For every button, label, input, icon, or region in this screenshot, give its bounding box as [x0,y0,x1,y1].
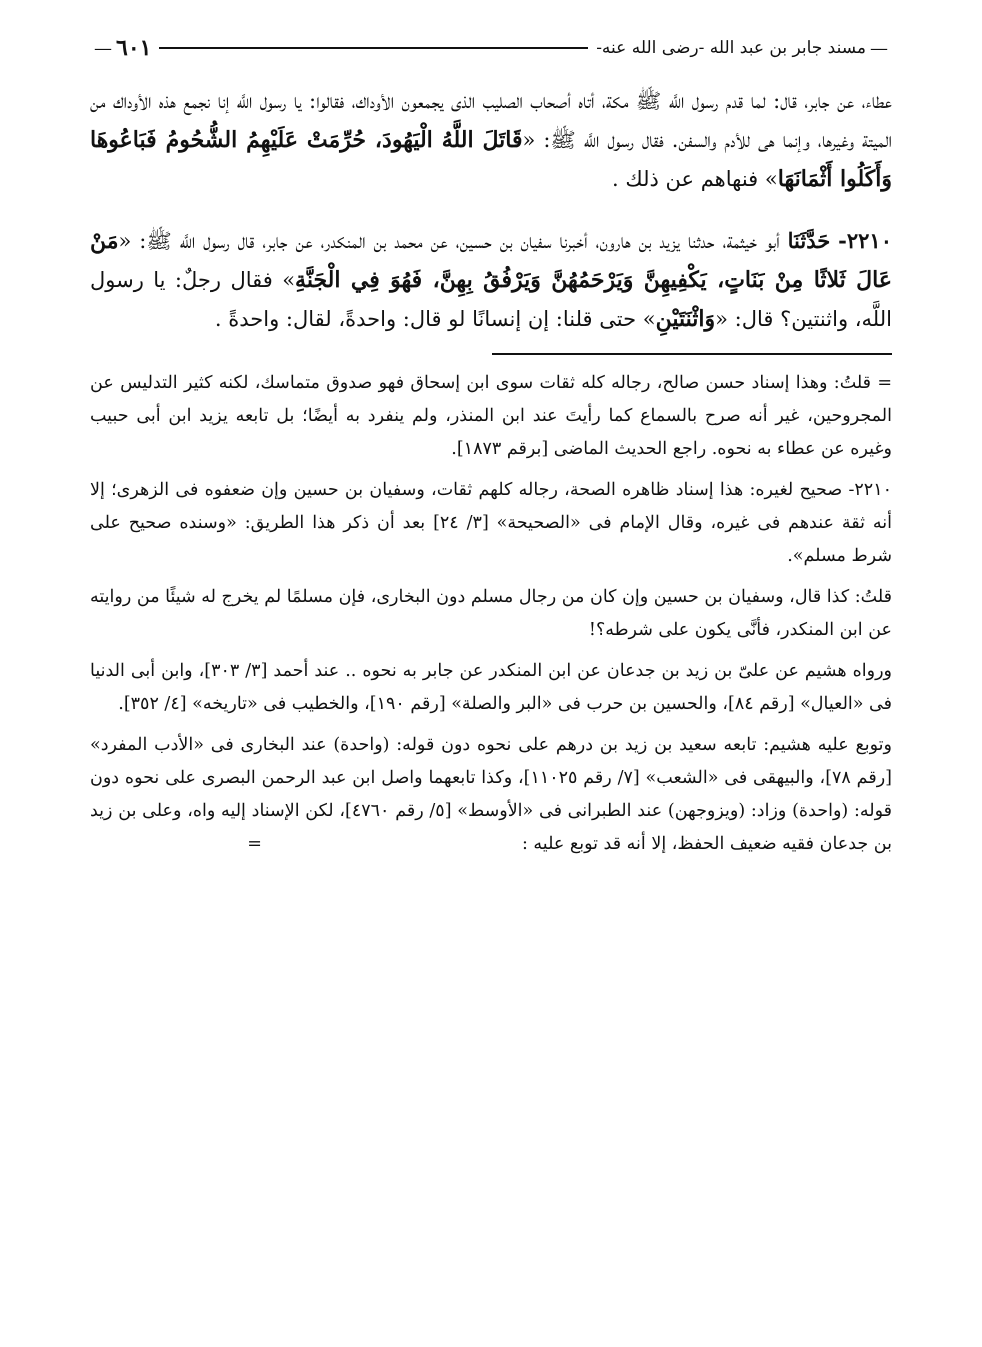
footnote-mutabaat [90,729,892,861]
header-dash-right: — [870,37,888,59]
para2-text-b: » فقال رجلٌ: يا رسول اللَّه، واثنتين؟ قال: « [90,268,892,331]
footnote-block-3 [90,581,892,647]
footnote-block-2210 [90,474,892,573]
running-header [90,28,892,68]
running-title: مسند جابر بن عبد الله -رضى الله عنه- [596,38,866,58]
footnote-mutabaat-text: وتوبع عليه هشيم: تابعه سعيد بن زيد بن درهم على نحوه دون قوله: (واحدة) عند البخارى فى «الأدب المفرد» [رقم ٧٨]، والبيهقى فى «الشعب» [٧/ رقم ١١٠٢٥]، وكذا تابعهما واصل ابن عبد الرحمن البصرى على نحوه دون قوله: (واحدة) وزاد: (ويزوجهن) عند الطبرانى فى «الأوسط» [٥/ رقم ٤٧٦٠]، لكن الإسناد إليه واه، وعلى بن زيد بن جدعان فقيه ضعيف الحفظ، إلا أنه قد توبع عليه : [90,735,892,854]
hadith-continuation [90,82,892,199]
footnotes [90,367,892,861]
para1-prophetic-quote: قَاتَلَ اللَّهُ الْيَهُودَ، حُرِّمَتْ عَلَيْهِمُ الشُّحُومُ فَبَاعُوهَا وَأَكَلُوا أَثْمَانَهَا [90,127,892,192]
main-text [90,82,892,339]
para2-prophetic-quote: مَنْ عَالَ ثَلاثًا مِنْ بَنَاتٍ، يَكْفِيهِنَّ وَيَرْحَمُهُنَّ وَيَرْفُقُ بِهِنَّ، فَهُوَ فِي الْجَنَّةِ [90,228,892,293]
para2-text-c: » حتى قلنا: إن إنسانًا لو قال: واحدةً، لقال: واحدةً . [214,307,656,331]
header-rule [159,47,588,49]
para1-text-b: » فنهاهم عن ذلك . [612,167,778,191]
continuation-mark: = [247,834,262,854]
haddathana: حَدَّثَنَا [787,228,831,253]
header-dash-left: — [94,37,112,59]
footnote-qultu-1: = قلتُ: وهذا إسناد حسن صالح، رجاله كله ثقات سوى ابن إسحاق فهو صدوق متماسك، لكنه كثير التدليس عن المجروحين، غير أنه صرح بالسماع كما رأيتَ عند ابن المنذر، ولم ينفرد به أيضًا؛ بل تابعه يزيد ابن أبى حبيب وغيره عن عطاء به نحوه. راجع الحديث الماضى [برقم ١٨٧٣]. [90,373,892,459]
footnote-block-5 [90,729,892,861]
footnote-separator [492,353,892,355]
footnote-block-1 [90,367,892,466]
para2-text-a: أبو خيثمة، حدثنا يزيد بن هارون، أخبرنا سفيان بن حسين، عن محمد بن المنكدر، عن جابر، قال رسول اللَّه ﷺ: « [118,229,780,253]
para1-text-a: عطاء، عن جابر، قال: لما قدم رسول اللَّه ﷺ مكة، أتاه أصحاب الصليب الذى يجمعون الأوداك، فقالوا: يا رسول اللَّه إنا نجمع هذه الأوداك من الميتة وغيرها، وإنما هى للأدم والسفن. فقال رسول اللَّه ﷺ: « [90,89,892,152]
footnote-2210-grading: ٢٢١٠- صحيح لغيره: هذا إسناد ظاهره الصحة، رجاله كلهم ثقات، وسفيان بن حسين وإن ضعفوه فى الزهرى؛ إلا أنه ثقة عندهم فى غيره، وقال الإمام فى «الصحيحة» [٣/ ٢٤] بعد أن ذكر هذا الطريق: «وسنده صحيح على شرط مسلم». [90,480,892,566]
page-number: ٦٠١ [116,35,152,61]
hadith-number: ٢٢١٠- [838,228,892,253]
footnote-block-4 [90,655,892,721]
hadith-2210 [90,221,892,339]
page [90,28,892,869]
para2-quote-two: وَاثْنَتَيْنِ [655,306,716,332]
footnote-hushaym-route: ورواه هشيم عن علىّ بن زيد بن جدعان عن ابن المنكدر عن جابر به نحوه .. عند أحمد [٣/ ٣٠٣]، وابن أبى الدنيا فى «العيال» [رقم ٨٤]، والحسين بن حرب فى «البر والصلة» [رقم ١٩٠]، والخطيب فى «تاريخه» [٤/ ٣٥٢]. [90,661,892,714]
footnote-qultu-2: قلتُ: كذا قال، وسفيان بن حسين وإن كان من رجال مسلم دون البخارى، فإن مسلمًا لم يخرج له شيئًا من روايته عن ابن المنكدر، فأنَّى يكون على شرطه؟! [90,587,892,640]
